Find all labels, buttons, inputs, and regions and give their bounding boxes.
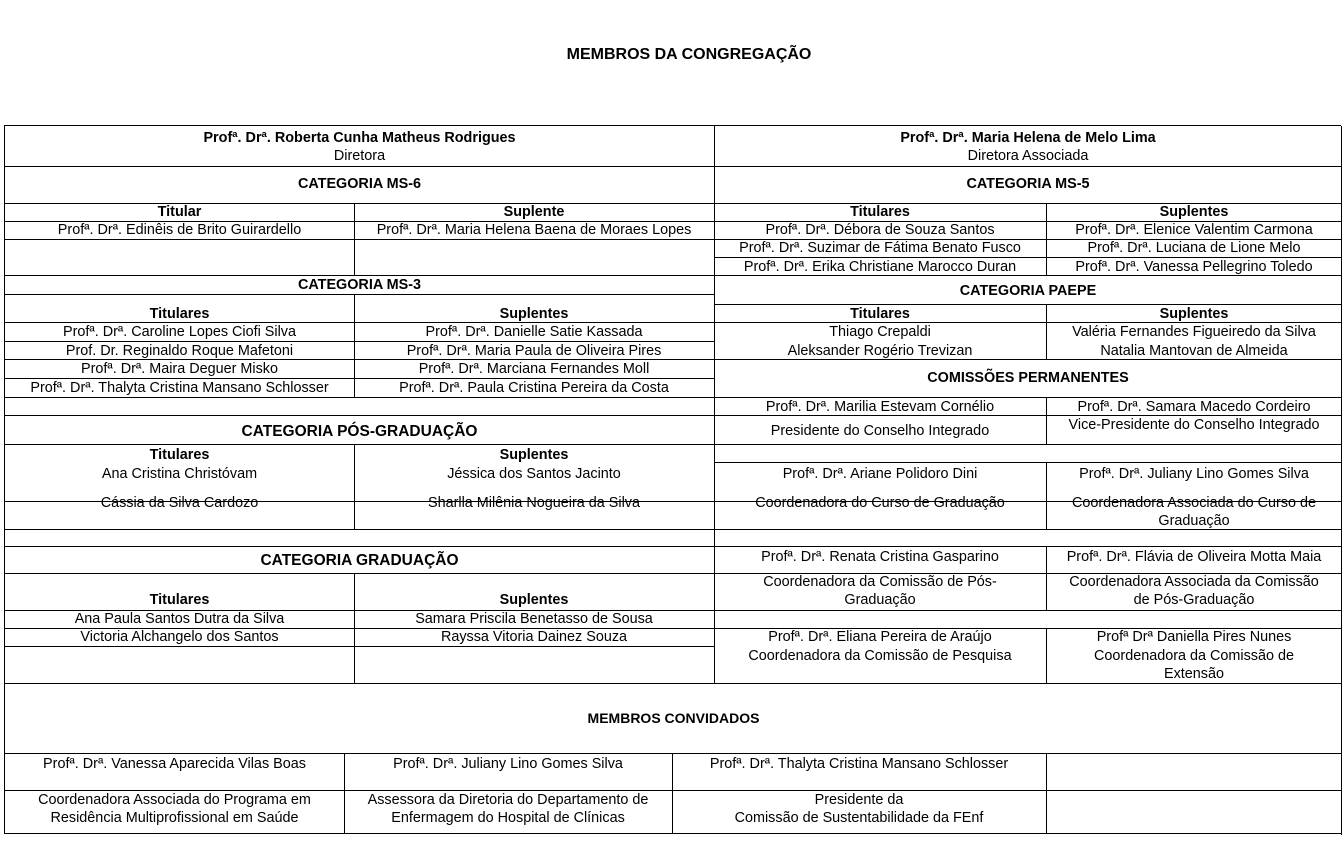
member-name: Rayssa Vitoria Dainez Souza bbox=[440, 629, 628, 645]
col-divider bbox=[1341, 683, 1342, 835]
row-divider bbox=[5, 753, 1342, 754]
member-name: Ana Paula Santos Dutra da Silva bbox=[74, 611, 285, 627]
member-name: Aleksander Rogério Trevizan bbox=[787, 343, 973, 359]
role-line: Presidente da bbox=[814, 792, 904, 808]
member-name: Victoria Alchangelo dos Santos bbox=[80, 629, 279, 645]
document-title: MEMBROS DA CONGREGAÇÃO bbox=[566, 46, 812, 63]
guest-name: Profª. Drª. Vanessa Aparecida Vilas Boas bbox=[43, 756, 306, 772]
role-line: Graduação bbox=[844, 592, 916, 608]
section-heading-convidados: MEMBROS CONVIDADOS bbox=[587, 710, 760, 726]
member-name: Profª. Drª. Caroline Lopes Ciofi Silva bbox=[63, 324, 296, 340]
role-line: Assessora da Diretoria do Departamento de bbox=[367, 792, 649, 808]
role-line: Vice-Presidente do Conselho Integrado bbox=[1068, 417, 1320, 433]
col-header-titulares: Titulares bbox=[850, 204, 910, 220]
section-heading-grad: CATEGORIA GRADUAÇÃO bbox=[260, 552, 459, 569]
col-header-suplente: Suplente bbox=[503, 204, 565, 220]
row-divider bbox=[5, 573, 714, 574]
role-line: Graduação bbox=[1158, 513, 1230, 529]
row-divider bbox=[5, 166, 1342, 167]
col-header-suplentes: Suplentes bbox=[1159, 204, 1229, 220]
commission-member-name: Profª. Drª. Juliany Lino Gomes Silva bbox=[1079, 466, 1309, 482]
commission-member-name: Profª. Drª. Eliana Pereira de Araújo bbox=[768, 629, 992, 645]
row-divider bbox=[5, 683, 1342, 684]
member-name: Profª. Drª. Marciana Fernandes Moll bbox=[418, 361, 650, 377]
commission-member-name: Profª. Drª. Samara Macedo Cordeiro bbox=[1077, 399, 1311, 415]
member-name: Profª. Drª. Vanessa Pellegrino Toledo bbox=[1075, 259, 1313, 275]
member-name: Prof. Dr. Reginaldo Roque Mafetoni bbox=[65, 343, 294, 359]
role-line: Residência Multiprofissional em Saúde bbox=[50, 810, 299, 826]
member-name: Jéssica dos Santos Jacinto bbox=[447, 466, 621, 482]
role-line: Comissão de Sustentabilidade da FEnf bbox=[734, 810, 984, 826]
member-name: Profª. Drª. Luciana de Lione Melo bbox=[1087, 240, 1301, 256]
member-name: Valéria Fernandes Figueiredo da Silva bbox=[1072, 324, 1316, 340]
role-line: Coordenadora Associada do Curso de bbox=[1071, 495, 1316, 511]
member-name: Profª. Drª. Paula Cristina Pereira da Costa bbox=[399, 380, 669, 396]
associate-director-cell bbox=[714, 129, 1342, 165]
role-line: Coordenadora do Curso de Graduação bbox=[755, 495, 1005, 511]
role-line: Presidente do Conselho Integrado bbox=[770, 423, 990, 439]
section-heading-paepe: CATEGORIA PAEPE bbox=[959, 283, 1097, 299]
commission-role bbox=[1046, 494, 1342, 530]
section-heading-ms3: CATEGORIA MS-3 bbox=[297, 277, 422, 293]
guest-role bbox=[344, 791, 672, 827]
commission-role bbox=[714, 573, 1046, 609]
col-header-titulares: Titulares bbox=[149, 306, 210, 322]
director-name: Profª. Drª. Maria Helena de Melo Lima bbox=[900, 130, 1156, 146]
member-name: Profª. Drª. Erika Christiane Marocco Duran bbox=[743, 259, 1017, 275]
member-name: Profª. Drª. Elenice Valentim Carmona bbox=[1075, 222, 1313, 238]
member-name: Cássia da Silva Cardozo bbox=[100, 495, 259, 511]
member-name: Profª. Drª. Edinêis de Brito Guirardello bbox=[57, 222, 302, 238]
commission-member-name: Profª Drª Daniella Pires Nunes bbox=[1096, 629, 1292, 645]
role-line: Enfermagem do Hospital de Clínicas bbox=[391, 810, 625, 826]
member-name: Sharlla Milênia Nogueira da Silva bbox=[428, 495, 640, 511]
col-header-titulares: Titulares bbox=[149, 447, 210, 463]
col-header-titulares: Titulares bbox=[850, 306, 910, 322]
commission-role bbox=[1046, 573, 1342, 609]
role-line: Coordenadora da Comissão de Pós- bbox=[763, 574, 997, 590]
role-line: Coordenadora Associada da Comissão bbox=[1069, 574, 1319, 590]
role-line: Coordenadora da Comissão de Pesquisa bbox=[748, 648, 1012, 664]
guest-name: Profª. Drª. Thalyta Cristina Mansano Schlosser bbox=[709, 756, 1009, 772]
section-heading-ms6: CATEGORIA MS-6 bbox=[297, 176, 422, 192]
member-name: Profª. Drª. Maria Helena Baena de Moraes Lopes bbox=[376, 222, 692, 238]
guest-role bbox=[5, 791, 344, 827]
director-cell bbox=[5, 129, 714, 165]
member-name: Profª. Drª. Danielle Satie Kassada bbox=[425, 324, 643, 340]
section-heading-ms5: CATEGORIA MS-5 bbox=[966, 176, 1090, 192]
role-line: de Pós-Graduação bbox=[1133, 592, 1255, 608]
commission-member-name: Profª. Drª. Ariane Polidoro Dini bbox=[782, 466, 978, 482]
col-header-suplentes: Suplentes bbox=[499, 592, 569, 608]
member-name: Thiago Crepaldi bbox=[829, 324, 931, 340]
member-name: Ana Cristina Christóvam bbox=[101, 466, 258, 482]
row-divider bbox=[5, 294, 714, 295]
guest-role bbox=[672, 791, 1046, 827]
row-divider bbox=[5, 646, 714, 647]
member-name: Profª. Drª. Thalyta Cristina Mansano Schlosser bbox=[30, 380, 329, 396]
role-line: Coordenadora Associada do Programa em bbox=[38, 792, 311, 808]
section-heading-comissoes: COMISSÕES PERMANENTES bbox=[927, 370, 1129, 386]
director-role: Diretora Associada bbox=[967, 148, 1089, 164]
commission-role bbox=[714, 422, 1046, 440]
member-name: Profª. Drª. Suzimar de Fátima Benato Fusco bbox=[739, 240, 1021, 256]
row-divider bbox=[714, 462, 1342, 463]
col-divider bbox=[1046, 753, 1047, 834]
commission-role bbox=[714, 494, 1046, 512]
member-name: Profª. Drª. Maira Deguer Misko bbox=[81, 361, 278, 377]
section-heading-pos: CATEGORIA PÓS-GRADUAÇÃO bbox=[241, 423, 478, 440]
row-divider bbox=[5, 444, 1342, 445]
members-table bbox=[4, 125, 1341, 834]
member-name: Profª. Drª. Maria Paula de Oliveira Pires bbox=[406, 343, 662, 359]
col-header-suplentes: Suplentes bbox=[499, 447, 569, 463]
row-divider bbox=[5, 546, 1342, 547]
commission-member-name: Profª. Drª. Marilia Estevam Cornélio bbox=[765, 399, 995, 415]
role-line: Extensão bbox=[1163, 666, 1224, 682]
member-name: Profª. Drª. Débora de Souza Santos bbox=[765, 222, 995, 238]
director-name: Profª. Drª. Roberta Cunha Matheus Rodrigues bbox=[203, 130, 516, 146]
member-name: Samara Priscila Benetasso de Sousa bbox=[415, 611, 653, 627]
commission-member-name: Profª. Drª. Renata Cristina Gasparino bbox=[761, 549, 999, 565]
commission-member-name: Profª. Drª. Flávia de Oliveira Motta Maia bbox=[1066, 549, 1322, 565]
commission-role bbox=[1046, 416, 1342, 434]
director-role: Diretora bbox=[333, 148, 386, 164]
col-header-titular: Titular bbox=[157, 204, 202, 220]
col-header-suplentes: Suplentes bbox=[1159, 306, 1229, 322]
col-header-suplentes: Suplentes bbox=[499, 306, 569, 322]
col-header-titulares: Titulares bbox=[149, 592, 210, 608]
member-name: Natalia Mantovan de Almeida bbox=[1100, 343, 1288, 359]
commission-role bbox=[1046, 647, 1342, 683]
role-line: Coordenadora da Comissão de bbox=[1094, 648, 1294, 664]
guest-name: Profª. Drª. Juliany Lino Gomes Silva bbox=[393, 756, 623, 772]
commission-role bbox=[714, 647, 1046, 665]
